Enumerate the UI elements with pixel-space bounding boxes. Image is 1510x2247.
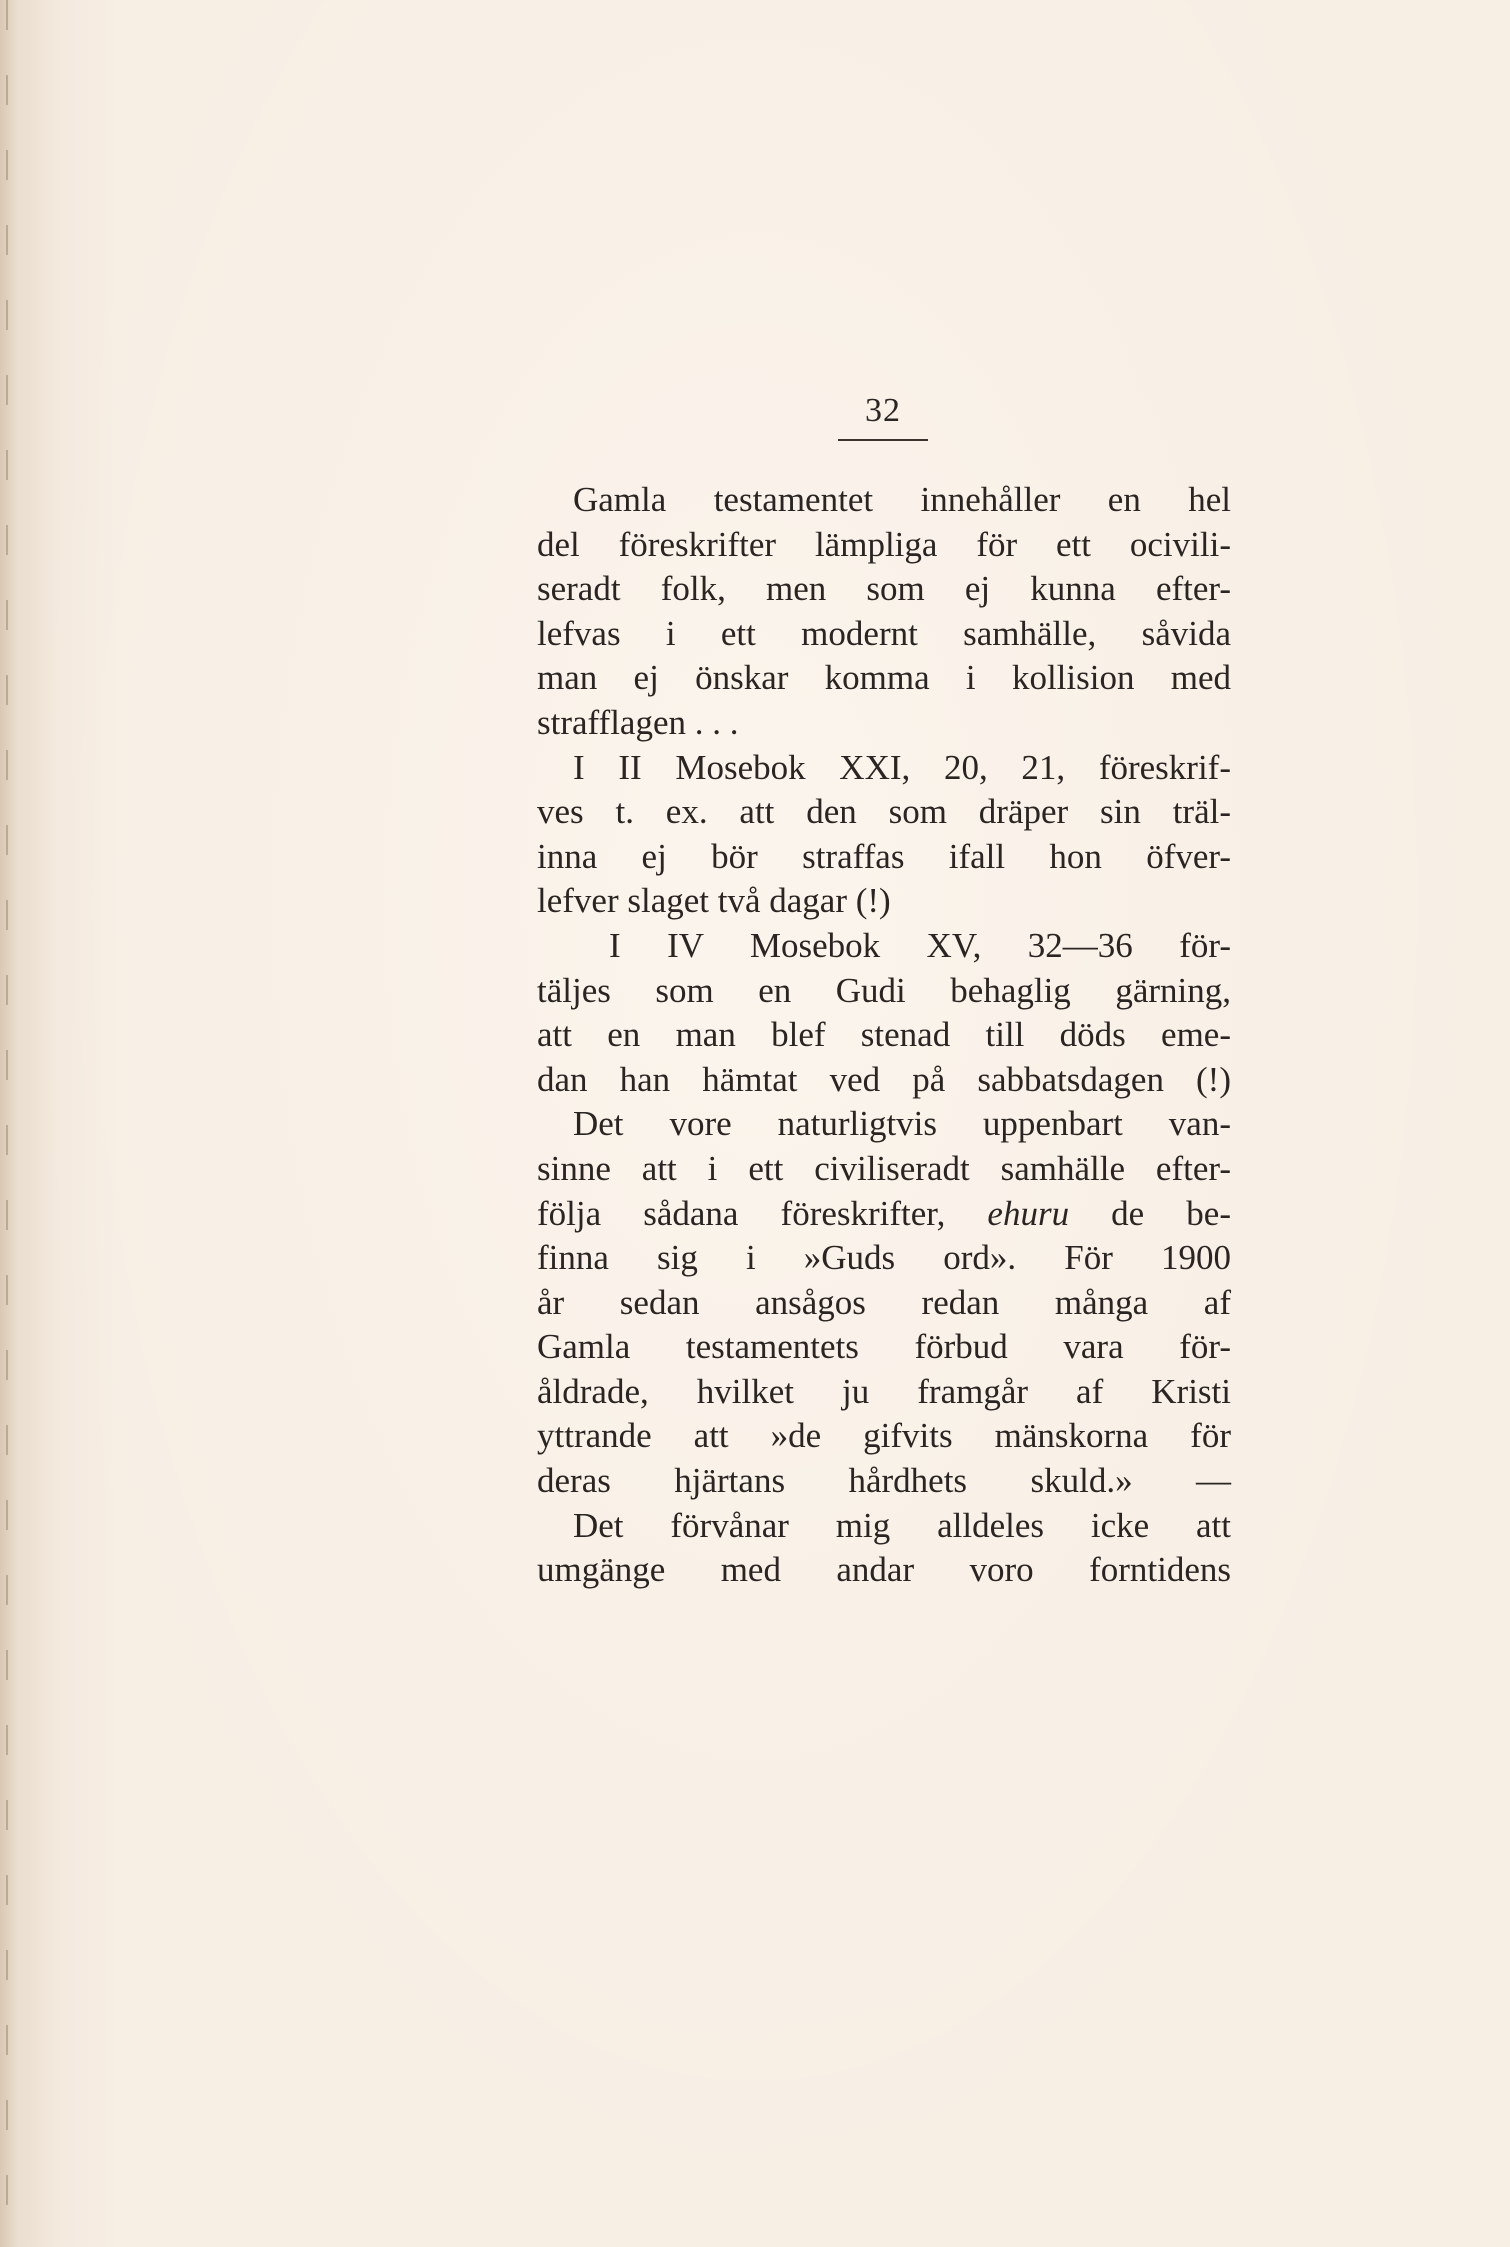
text-line-with-italic xyxy=(537,1192,1231,1237)
deckle-edge xyxy=(6,0,8,2247)
text-line: år sedan ansågos redan många af xyxy=(537,1282,1231,1322)
text-line: finna sig i »Guds ord». För 1900 xyxy=(537,1238,1231,1278)
text-line: umgänge med andar voro forntidens xyxy=(537,1550,1231,1590)
text-line: deras hjärtans hårdhets skuld.» — xyxy=(537,1461,1231,1501)
text-line: täljes som en Gudi behaglig gärning, xyxy=(537,970,1231,1010)
text-line: lefver slaget två dagar (!) xyxy=(537,881,891,921)
body-text xyxy=(537,478,1231,1593)
text-line: inna ej bör straffas ifall hon öfver- xyxy=(537,836,1231,876)
text-line: I IV Mosebok XV, 32—36 för- xyxy=(609,925,1231,965)
text-line: Det förvånar mig alldeles icke att xyxy=(573,1505,1231,1545)
text-line: yttrande att »de gifvits mänskorna för xyxy=(537,1416,1231,1456)
text-line: strafflagen . . . xyxy=(537,702,739,742)
text-segment: de be- xyxy=(1111,1193,1231,1233)
page-number: 32 xyxy=(865,392,901,429)
text-segment: följa sådana föreskrifter, xyxy=(537,1193,946,1233)
text-line: dan han hämtat ved på sabbatsdagen (!) xyxy=(537,1059,1231,1099)
page-left-edge xyxy=(0,0,58,2247)
text-line: sinne att i ett civiliseradt samhälle efter- xyxy=(537,1148,1231,1188)
text-line: man ej önskar komma i kollision med xyxy=(537,658,1231,698)
italic-word: ehuru xyxy=(987,1193,1070,1233)
text-line: Gamla testamentet innehåller en hel xyxy=(573,480,1231,519)
text-line: åldrade, hvilket ju framgår af Kristi xyxy=(537,1371,1231,1411)
text-line: I II Mosebok XXI, 20, 21, föreskrif- xyxy=(573,747,1231,787)
text-line: ves t. ex. att den som dräper sin träl- xyxy=(537,792,1231,832)
text-line: Gamla testamentets förbud vara för- xyxy=(537,1327,1231,1367)
text-line: seradt folk, men som ej kunna efter- xyxy=(537,569,1231,609)
page-number-rule xyxy=(838,439,928,441)
text-line: Det vore naturligtvis uppenbart van- xyxy=(573,1104,1231,1144)
text-line: del föreskrifter lämpliga för ett ocivili- xyxy=(537,524,1231,564)
text-line: att en man blef stenad till döds eme- xyxy=(537,1015,1231,1055)
text-line: lefvas i ett modernt samhälle, såvida xyxy=(537,613,1231,653)
